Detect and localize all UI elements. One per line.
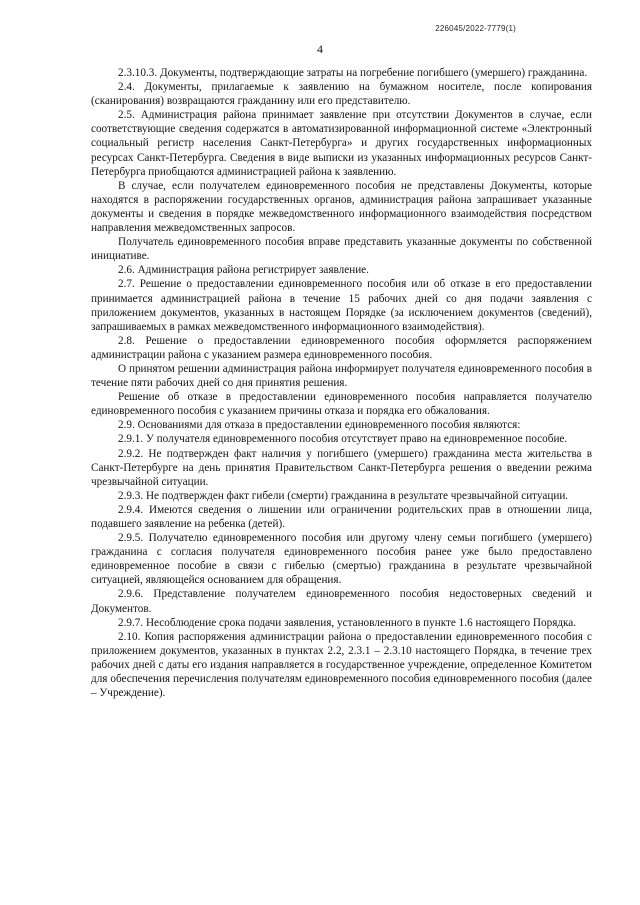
paragraph-2-8-refusal: Решение об отказе в предоставлении единовременного пособия направляется получателю единовременного пособия с указанием причины отказа и порядка его обжалования. [91,391,592,418]
paragraph-2-4: 2.4. Документы, прилагаемые к заявлению на бумажном носителе, после копирования (сканирования) возвращаются гражданину или его представителю. [91,81,592,108]
paragraph-2-5-own-initiative: Получатель единовременного пособия вправе представить указанные документы по собственной инициативе. [91,236,592,263]
document-body [91,66,592,700]
paragraph-2-10: 2.10. Копия распоряжения администрации района о предоставлении единовременного пособия с приложением документов, указанных в пунктах 2.2, 2.3.1 – 2.3.10 настоящего Порядка, в течение трех рабочих дней с даты его издания направляется в государственное учреждение, определенное Комитетом для обеспечения перечисления получателям единовременного пособия единовременного пособия (далее – Учреждение). [91,630,592,700]
paragraph-2-3-10-3: 2.3.10.3. Документы, подтверждающие затраты на погребение погибшего (умершего) гражданина. [118,67,588,79]
paragraph-2-6: 2.6. Администрация района регистрирует заявление. [118,264,369,277]
paragraph-2-9-6: 2.9.6. Представление получателем единовременного пособия недостоверных сведений и Документов. [91,588,592,615]
paragraph-2-7: 2.7. Решение о предоставлении единовременного пособия или об отказе в его предоставлении принимается администрацией района в течение 15 рабочих дней со дня подачи заявления с приложением документов, указанных в настоящем Порядке (за исключением документов (сведений), запрашиваемых в рамках межведомственного информационного взаимодействия). [91,278,592,333]
paragraph-2-8: 2.8. Решение о предоставлении единовременного пособия оформляется распоряжением администрации района с указанием размера единовременного пособия. [91,334,592,361]
paragraph-2-9-4: 2.9.4. Имеются сведения о лишении или ограничении родительских прав в отношении лица, подавшего заявление на ребенка (детей). [91,503,592,530]
paragraph-2-9-2: 2.9.2. Не подтвержден факт наличия у погибшего (умершего) гражданина места жительства в Санкт-Петербурге на день принятия Правительством Санкт-Петербурга решения о введении режима чрезвычайной ситуации. [91,447,592,488]
document-registration-number: 226045/2022-7779(1) [435,24,516,33]
paragraph-2-9-7: 2.9.7. Несоблюдение срока подачи заявления, установленного в пункте 1.6 настоящего Порядка. [118,616,577,629]
paragraph-2-9: 2.9. Основаниями для отказа в предоставлении единовременного пособия являются: [118,419,521,432]
paragraph-2-5-interagency-requests: В случае, если получателем единовременного пособия не представлены Документы, которые находятся в распоряжении государственных органов, администрация района запрашивает указанные документы и сведения в порядке межведомственного информационного взаимодействия посредством направления межведомственных запросов. [91,179,592,235]
paragraph-2-5: 2.5. Администрация района принимает заявление при отсутствии Документов в случае, если соответствующие сведения содержатся в автоматизированной информационной системе «Электронный социальный регистр населения Санкт-Петербурга» и других государственных информационных ресурсах Санкт-Петербурга. Сведения в виде выписки из указанных информационных ресурсов Санкт-Петербурга приобщаются администрацией района к заявлению. [91,109,592,178]
paragraph-2-9-5: 2.9.5. Получателю единовременного пособия или другому члену семьи погибшего (умершего) гражданина с согласия получателя единовременного пособия ранее уже было предоставлено единовременное пособие в связи с гибелью (смертью) гражданина в результате чрезвычайной ситуацией, являющейся основанием для обращения. [91,532,592,587]
page-number: 4 [317,42,323,56]
paragraph-2-9-3: 2.9.3. Не подтвержден факт гибели (смерти) гражданина в результате чрезвычайной ситуации. [118,489,569,502]
paragraph-2-9-1: 2.9.1. У получателя единовременного пособия отсутствует право на единовременное пособие. [118,433,568,446]
paragraph-2-8-notification: О принятом решении администрация района информирует получателя единовременного пособия в течение пяти рабочих дней со дня принятия решения. [91,362,592,390]
